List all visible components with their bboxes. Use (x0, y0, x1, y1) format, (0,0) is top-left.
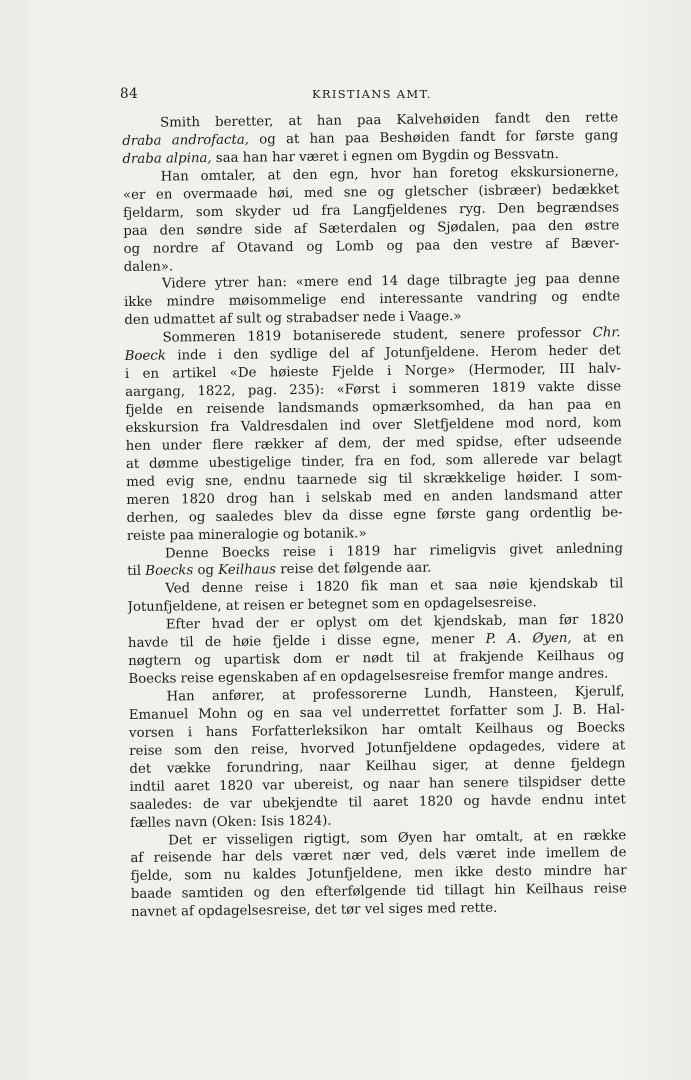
text-segment: med evig sne, endnu taarnede sig til skrækkelige høider. I som- (126, 469, 623, 490)
text-segment: fjelde, som nu kaldes Jotunfjeldene, men ikke desto mindre har (130, 863, 627, 885)
italic-text: Keilhaus (218, 562, 277, 579)
text-segment: den udmattet af sult og strabadser nede i Vaage.» (124, 309, 462, 329)
text-segment: til (127, 564, 146, 580)
text-segment: derhen, og saaledes blev da disse egne første gang ordentlig be- (126, 504, 623, 526)
page-number: 84 (120, 86, 139, 102)
text-segment: det vække forundring, naar Keilhau siger, at denne fjeldegn (129, 756, 626, 777)
text-segment: saaledes: de var ubekjendte til aaret 1820 og havde endnu intet (129, 791, 626, 813)
text-segment: vorsen i hans Forfatterleksikon har omtalt Keilhaus og Boecks (128, 720, 626, 741)
running-head: KRISTIANS AMT. (312, 87, 432, 101)
text-segment: Det er visseligen rigtigt, som Øyen har omtalt, at en række (168, 827, 627, 849)
text-segment: ekskursion fra Valdresdalen ind over Sletfjeldene mod nord, kom (125, 415, 622, 436)
text-segment: fjelde en reisende landsmands opmærksomhed, da han paa en (125, 397, 622, 418)
text-segment: og nordre af Otavand og Lomb og paa den vestre af Bæver- (123, 235, 620, 257)
italic-text: draba alpina, (122, 150, 212, 167)
text-segment: Ved denne reise i 1820 fik man et saa nøie kjendskab til (165, 576, 624, 597)
text-segment: Sommeren 1819 botaniserede student, senere professor (162, 325, 593, 346)
text-segment: Denne Boecks reise i 1819 har rimeligvis givet anledning (164, 540, 624, 562)
text-segment: Han omtaler, at den egn, hvor han foretog ekskursionerne, (160, 164, 619, 185)
italic-text: Boecks (145, 563, 194, 580)
text-segment: og at han paa Beshøiden fandt for første gang (248, 128, 619, 148)
text-segment: baade samtiden og den efterfølgende tid tillagt hin Keilhaus reise (130, 881, 627, 903)
text-segment: reiste paa mineralogie og botanik.» (126, 525, 367, 544)
text-segment: reise det følgende aar. (275, 560, 432, 578)
text-segment: Efter hvad der er oplyst om det kjendskab, man før 1820 (165, 612, 624, 633)
page-header (120, 86, 620, 106)
text-segment: «er en overmaade høi, med sne og gletscher (isbræer) bedækket (122, 182, 619, 203)
text-segment: meren 1820 drog han i selskab med en anden landsmand atter (126, 487, 623, 508)
text-segment: nøgtern og upartisk dom er nødt til at frakjende Keilhaus og (128, 648, 625, 670)
text-segment: havde til de høie fjelde i disse egne, mener (127, 632, 486, 652)
text-segment: at en (571, 630, 625, 647)
text-segment: at dømme ubestigelige tinder, fra en fod, som allerede var belagt (125, 451, 623, 472)
text-segment: paa den søndre side af Sæterdalen og Sjødalen, paa den østre (123, 217, 620, 239)
text-segment: aargang, 1822, pag. 235): «Først i sommeren 1819 vakte disse (125, 379, 622, 401)
text-segment: Han anfører, at professorerne Lundh, Hansteen, Kjerulf, (166, 684, 625, 705)
text-segment: Emanuel Mohn og en saa vel underrettet forfatter som J. B. Hal- (128, 702, 625, 723)
text-segment: af reisende har dels været nær ved, dels været inde imellem de (130, 845, 627, 867)
italic-text: draba androfacta, (122, 132, 250, 149)
text-segment: inde i den sydlige del af Jotunfjeldene. Herom heder det (165, 343, 621, 364)
text-segment: Smith beretter, at han paa Kalvehøiden fandt den rette (160, 110, 619, 131)
italic-text: Boeck (124, 348, 166, 365)
text-segment: dalen». (123, 258, 174, 275)
text-segment: Videre ytrer han: «mere end 14 dage tilbragte jeg paa denne (161, 271, 620, 292)
text-segment: fælles navn (Oken: Isis 1824). (129, 813, 332, 831)
text-segment: og (193, 563, 219, 579)
text-segment: Boecks reise egenskaben af en opdagelsesreise fremfor mange andres. (128, 666, 609, 688)
text-segment: hen under flere rækker af dem, der med spidse, efter udseende (125, 433, 622, 454)
text-segment: indtil aaret 1820 var ubereist, og naar han senere tilspidser dette (129, 774, 626, 795)
text-segment: saa han har været i egnen om Bygdin og Bessvatn. (211, 146, 559, 166)
text-segment: ikke mindre møisommelige end interessante vandring og endte (124, 289, 621, 311)
text-segment: fjeldarm, som skyder ud fra Langfjeldenes ryg. Den begrændses (123, 200, 620, 221)
italic-text: Chr. (592, 325, 621, 341)
text-segment: navnet af opdagelsesreise, det tør vel siges med rette. (130, 901, 498, 921)
italic-text: P. A. Øyen, (485, 631, 572, 648)
text-segment: i en artikel «De høieste Fjelde i Norge» (Hermoder, III halv- (124, 361, 621, 383)
text-segment: Jotunfjeldene, at reisen er betegnet som en opdagelsesreise. (127, 595, 537, 616)
body-text (122, 109, 627, 922)
text-segment: reise som den reise, hvorved Jotunfjeldene opdagedes, videre at (129, 738, 626, 759)
